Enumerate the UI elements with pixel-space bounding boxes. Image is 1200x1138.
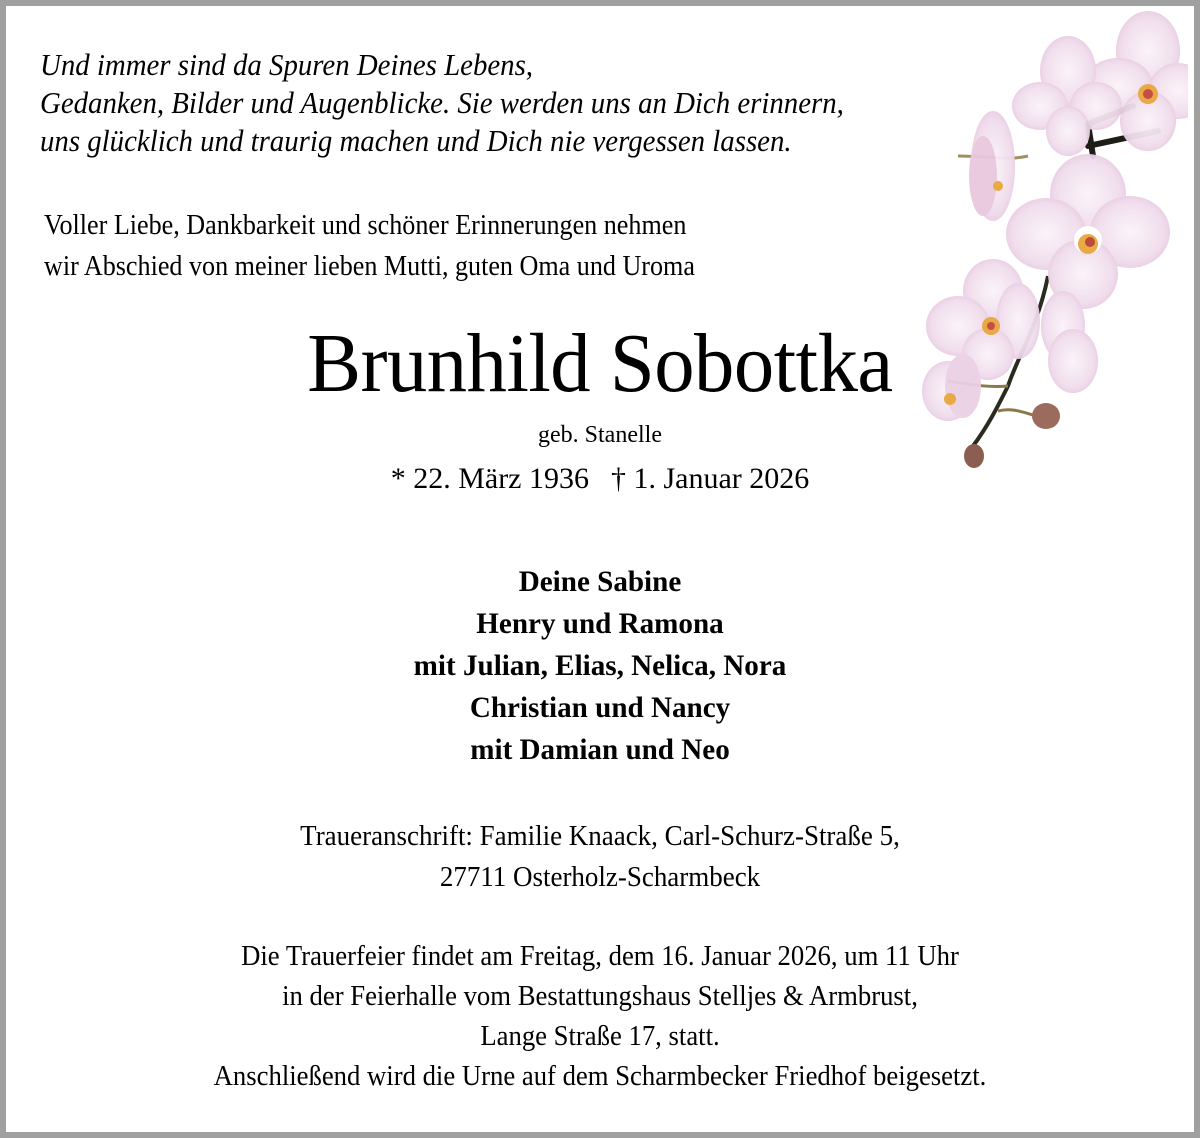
mourners-list	[6, 561, 1194, 771]
death-date: † 1. Januar 2026	[611, 462, 810, 495]
quote-line: Und immer sind da Spuren Deines Lebens,	[40, 47, 534, 82]
quote-line: uns glücklich und traurig machen und Dich nie vergessen lassen.	[40, 123, 792, 158]
orchid-icon	[918, 6, 1188, 470]
quote-line: Gedanken, Bilder und Augenblicke. Sie werden uns an Dich erinnern,	[40, 85, 844, 120]
mourner-line: mit Damian und Neo	[470, 733, 730, 766]
mourner-line: Henry und Ramona	[476, 607, 724, 640]
mourner-line: Deine Sabine	[518, 565, 682, 598]
ceremony-line: Lange Straße 17, statt.	[480, 1020, 720, 1052]
mourner-line: mit Julian, Elias, Nelica, Nora	[413, 649, 787, 682]
funeral-ceremony-info	[54, 936, 1147, 1096]
deceased-name: Brunhild Sobottka	[307, 317, 893, 410]
memorial-quote	[40, 46, 844, 160]
ceremony-line: Die Trauerfeier findet am Freitag, dem 16. Januar 2026, um 11 Uhr	[241, 940, 959, 972]
intro-line: wir Abschied von meiner lieben Mutti, guten Oma und Uroma	[44, 250, 695, 282]
mourner-line: Christian und Nancy	[469, 691, 731, 724]
address-line: 27711 Osterholz-Scharmbeck	[439, 861, 761, 893]
intro-line: Voller Liebe, Dankbarkeit und schöner Erinnerungen nehmen	[44, 209, 687, 241]
farewell-intro	[44, 205, 695, 287]
ceremony-line: in der Feierhalle vom Bestattungshaus Stelljes & Armbrust,	[282, 980, 918, 1012]
birth-date: * 22. März 1936	[390, 462, 589, 495]
mourning-address	[48, 816, 1153, 898]
ceremony-line: Anschließend wird die Urne auf dem Scharmbecker Friedhof beigesetzt.	[213, 1060, 987, 1092]
address-line: Traueranschrift: Familie Knaack, Carl-Schurz-Straße 5,	[300, 820, 900, 852]
maiden-name: geb. Stanelle	[538, 422, 662, 448]
